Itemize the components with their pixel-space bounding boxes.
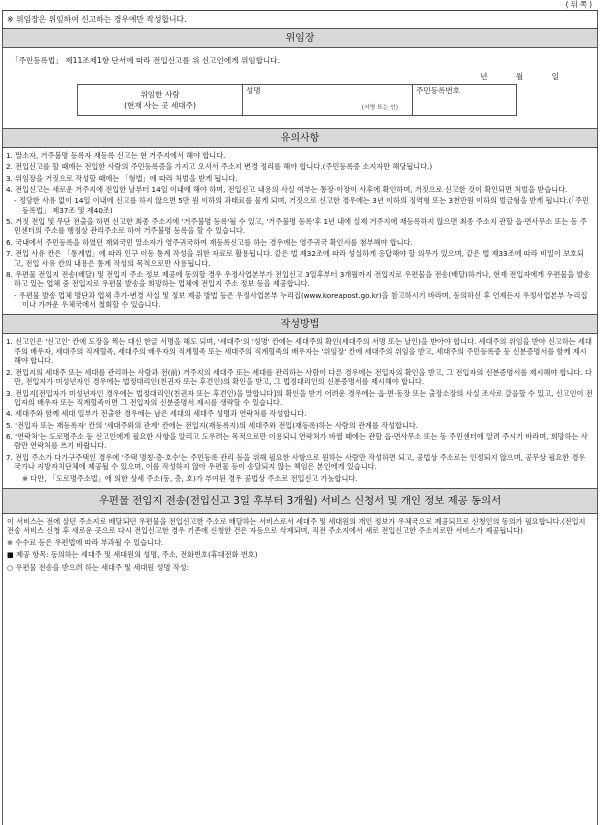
delegator-table — [77, 84, 517, 116]
instruction-item: 5. '전입자 또는 재등록자' 칸의 '세대주와의 관계' 칸에는 전입지(재등록지)의 세대주와 전입(재등록)하는 사람의 관계를 작성합니다. — [6, 420, 419, 430]
instruction-item: 7. 전입 주소가 다가구주택인 경우에 '주택 명칭·층·호수'는 주민등록 관리 등을 위해 필요한 사항으로 원하는 사람만 작성하면 되고, 공법상 주소로는 인정되지 않으며, 공무상 필요한 경우 국가나 지방자치단체에 제공될 수 있으며, 이를 작성하지 않아 우편물 등이 송달되지 않는 책임은 본인에게 있습니다. — [6, 452, 586, 472]
name-label: 성명 — [246, 86, 261, 95]
caution-item: 4. 전입신고는 새로운 거주지에 전입한 날부터 14일 이내에 해야 하며, 전입신고 내용의 사실 여부는 통장·이장이 사후에 확인하며, 거짓으로 신고한 것이 확인되면 처벌을 받습니다. — [6, 184, 568, 194]
instruction-item: 1. 신고인은 '신고인' 칸에 도장을 찍는 대신 한글 서명을 해도 되며, '세대주'의 '성명' 칸에는 세대주의 확인(세대주의 서명 또는 날인)을 받아야 합니다. 세대주의 위임을 받아 신고하는 세대주의 배우자, 세대주의 직계혈족, 세대주의 배우자의 직계혈족 또는 세대주의 직계혈족의 배우자는 '위임장' 칸에 세대주의 위임을 받고, 세대주의 주민등록증 등 신분증명서를 함께 제시해야 합니다. — [6, 337, 592, 366]
instruction-item: 2. 전입지의 세대주 또는 세대를 관리하는 사람과 전(前) 거주지의 세대주 또는 세대를 관리하는 사람이 다른 경우에는 전입자의 확인을 받고, 그 전입자의 신분증명서를 제시해야 합니다. 다만, 전입자가 미성년자인 경우에는 법정대리인(친권자 또는 후견인)의 확인을 받고, 그 법정대리인의 신분증명서를 제시해야 합니다. — [6, 367, 592, 387]
rrn-label: 주민등록번호 — [416, 86, 461, 95]
caution-item: 2. 전입신고를 할 때에는 전입한 사람의 주민등록증을 가지고 오셔서 주소지 변경 정리를 해야 합니다.(주민등록증 소지자만 해당됩니다.) — [6, 162, 433, 172]
consent-recipient-line[interactable]: ○ 우편물 전송을 받으려 하는 세대주 및 세대원 성명 작성: — [7, 562, 190, 572]
caution-item: 7. 전입 사유 칸은 「통계법」에 따라 인구 이동 통계 작성을 위한 자료로 활용됩니다. 같은 법 제32조에 따라 성실하게 응답해야 할 의무가 있으며, 같은 법 제33조에 따라 비밀이 보호되고, 전입 사유 칸의 내용은 통계 작성의 목적으로만 사용됩니다. — [6, 249, 584, 268]
instruction-item: 4. 세대주와 함께 세대 일부가 전출한 경우에는 남은 세대의 세대주 성명과 연락처를 작성합니다. — [6, 409, 307, 419]
delegator-rrn-cell[interactable] — [413, 85, 517, 116]
delegator-label-line1: 위임한 사람 — [140, 89, 180, 99]
consent-paragraph: 이 서비스는 전에 살던 주소지로 배달되던 우편물을 전입신고한 주소로 배달하는 서비스로서 세대주 및 세대원의 개인 정보가 우체국으로 제공되므로 신청인의 동의가 필요합니다.(전입지 전송 서비스 신청 후 새로운 곳으로 다시 전입신고한 경우 기존에 신청한 건은 자동으로 삭제되며, 직전 주소지에서 새로 전입신고한 주소지로만 서비스가 제공됩니다) — [7, 516, 586, 536]
top-note: ※ 위임장은 위임하여 신고하는 경우에만 작성합니다. — [7, 15, 187, 24]
instructions-list — [3, 334, 597, 487]
page-label: (뒤쪽) — [565, 0, 594, 9]
instruction-item: 3. 전입지[전입자가 미성년자인 경우에는 법정대리인(친권자 또는 후견인)을 말합니다]의 확인을 받기 어려운 경우에는 읍·면·동장 또는 출장소장의 사실 조사로 갈음할 수 있고, 신고인이 전입자의 배우자 또는 직계혈족이면 그 전입자의 신분증명서 제시를 생략할 수 있습니다. — [6, 388, 593, 408]
consent-fee-note: ※ 수수료 등은 우편법에 따라 부과될 수 있습니다. — [7, 537, 164, 547]
delegator-label-line2: (현재 사는 곳 세대주) — [124, 101, 196, 110]
delegation-text: 「주민등록법」 제11조제1항 단서에 따라 전입신고를 위 신고인에게 위임합니다. — [11, 56, 281, 65]
delegation-heading: 위임장 — [3, 28, 597, 48]
caution-item: 1. 말소자, 거주불명 등록자 재등록 신고는 현 거주지에서 해야 합니다. — [6, 151, 226, 160]
consent-heading: 우편물 전입지 전송(전입신고 3일 후부터 3개월) 서비스 신청서 및 개인 정보 제공 동의서 — [3, 488, 597, 514]
consent-section — [3, 514, 597, 578]
cautions-list — [3, 148, 597, 314]
caution-item: - 우편물 발송 업체 명단과 업체 추가·변경 사실 및 정보 제공 방법 등은 우정사업본부 누리집(www.koreapost.go.kr)을 참고하시기 바라며, 동의하신 후 언제든지 우정사업본부 누리집이나 가까운 우체국에서 철회할 수 있습니다. — [14, 290, 588, 310]
delegator-label — [78, 85, 243, 116]
cautions-heading: 유의사항 — [3, 128, 597, 148]
form-page — [2, 11, 598, 825]
caution-item: 5. 거짓 전입 및 무단 전출을 하면 신고한 최종 주소지에 '거주불명 등록'될 수 있고, '거주불명 등록'후 1년 내에 실제 거주지에 재등록하지 않으면 최종 주소지 관할 읍·면사무소 또는 동 주민센터의 주소를 행정상 관리주소로 하여 거주불명 등록을 할 수 있습니다. — [6, 216, 587, 236]
caution-item: - 정당한 사유 없이 14일 이내에 신고를 하지 않으면 5만 원 이하의 과태료를 물게 되며, 거짓으로 신고한 경우에는 3년 이하의 징역형 또는 3천만원 이하의 벌금형을 받게 됩니다.(「주민등록법」 제37조 및 제40조) — [14, 196, 589, 215]
caution-item: 3. 위임장을 거짓으로 작성할 때에는 「형법」에 따라 처벌을 받게 됩니다. — [6, 173, 238, 183]
instructions-heading: 작성방법 — [3, 314, 597, 334]
caution-item: 8. 우편물 전입지 전송(배달) 및 전입지 주소 정보 제공에 동의할 경우 우정사업본부가 전입신고 3일후부터 3개월까지 전입지로 우편물을 전송(배달)하거나, 현재 전입자에게 우편물을 발송하고 있는 업체 중 전입지로 우편물 발송을 희망하는 업체에 전입지 주소 정보 등을 제공합니다. — [6, 269, 591, 289]
instruction-item: ※ 다만, 「도로명주소법」에 의한 상세 주소(동, 층, 호)가 부여된 경우 공법상 주소로 전입신고 가능합니다. — [22, 473, 358, 483]
instruction-item: 6. '연락처'는 도로명주소 등 신고인에게 필요한 사항을 알리고 도우려는 목적으로만 이용되니 연락처가 바뀔 때에는 관할 읍·면사무소 또는 동 주민센터에 알려 주시기 바라며, 희망하는 사람만 연락처를 쓰기 바랍니다. — [6, 431, 588, 451]
caution-item: 6. 국내에서 주민등록을 하였던 재외국민 말소자가 영주귀국하여 재등록신고를 하는 경우에는 영주귀국 확인서를 첨부해야 합니다. — [6, 237, 413, 247]
delegation-date: 년 월 일 — [480, 72, 559, 81]
delegator-name-cell[interactable] — [243, 85, 413, 116]
sign-label: (서명 또는 인) — [361, 105, 398, 112]
consent-provide-items: ■ 제공 항목: 동의하는 세대주 및 세대원의 성명, 주소, 전화번호(휴대전화 번호) — [7, 550, 258, 560]
